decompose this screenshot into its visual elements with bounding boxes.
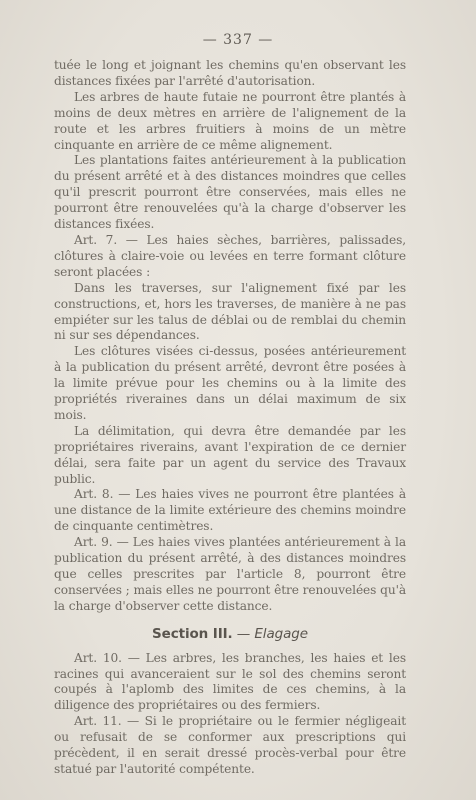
- paragraph: Les plantations faites antérieurement à la publication du présent arrêté et à des distances moindres que celles qu'il prescrit pourront être conservées, mais elles ne pourront être renouvelées qu'à la charge d'observer les distances fixées.: [54, 153, 406, 232]
- article-11-paragraph: Art. 11. — Si le propriétaire ou le fermier négligeait ou refusait de se conformer aux prescriptions qui précèdent, il en serait dressé procès-verbal pour être statué par l'autorité compétente.: [54, 714, 406, 776]
- section-name: Section III.: [152, 625, 233, 642]
- paragraph: Les clôtures visées ci-dessus, posées antérieurement à la publication du présent arrêté, devront être posées à la limite prévue pour les chemins ou à la limite des propriétés riveraines dans un délai maximum de six mois.: [54, 344, 406, 422]
- section-heading: [54, 627, 406, 643]
- article-9-paragraph: Art. 9. — Les haies vives plantées antérieurement à la publication du présent arrêté, à des distances moindres que celles prescrites par l'article 8, pourront être conservées ; mais elles ne pourront être renouvelées qu'à la charge d'observer cette distance.: [54, 535, 406, 613]
- section-subtitle: Elagage: [254, 625, 308, 642]
- article-7-paragraph: Art. 7. — Les haies sèches, barrières, palissades, clôtures à claire-voie ou levées en terre formant clôture seront placées :: [54, 232, 406, 279]
- section-dash: —: [232, 625, 255, 642]
- article-10-paragraph: Art. 10. — Les arbres, les branches, les haies et les racines qui avanceraient sur le sol des chemins seront coupés à l'aplomb des limites de ces chemins, à la diligence des propriétaires ou des fermiers.: [54, 650, 406, 713]
- paragraph: tuée le long et joignant les chemins qu'en observant les distances fixées par l'arrêté d'autorisation.: [54, 58, 406, 88]
- paragraph: La délimitation, qui devra être demandée par les propriétaires riverains, avant l'expiration de ce dernier délai, sera faite par un agent du service des Travaux public.: [54, 423, 406, 486]
- page-body: [54, 58, 406, 778]
- paragraph: Dans les traverses, sur l'alignement fixé par les constructions, et, hors les traverses, de manière à ne pas empiéter sur les talus de déblai ou de remblai du chemin ni sur ses dépendances.: [54, 280, 406, 343]
- article-8-paragraph: Art. 8. — Les haies vives ne pourront être plantées à une distance de la limite extérieure des chemins moindre de cinquante centimètres.: [54, 487, 406, 534]
- paragraph: Les arbres de haute futaie ne pourront être plantés à moins de deux mètres en arrière de l'alignement de la route et les arbres fruitiers à moins de un mètre cinquante en arrière de ce même alignement.: [54, 89, 406, 152]
- page-number: — 337 —: [202, 32, 274, 48]
